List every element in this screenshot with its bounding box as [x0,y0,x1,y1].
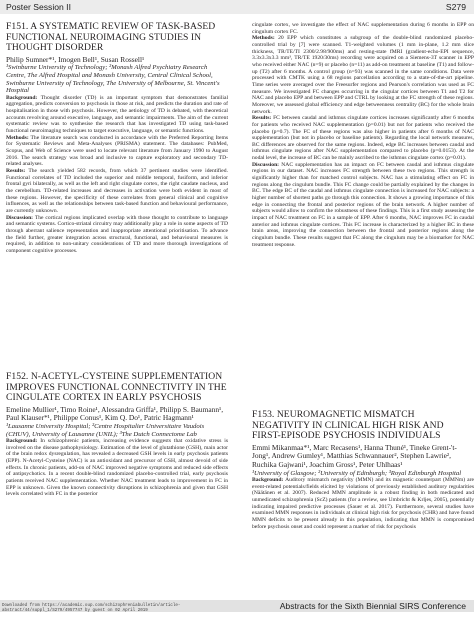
abstract-body [6,95,228,255]
running-header [0,0,474,14]
discussion-text: NAC supplementation has an impact on FC between caudal and isthmus cingulate regions in our dataset. NAC increases FC strength between these two regions. This strength is significantly higher than for matched control subjects. NAC has a stimulating effect on FC in regions along the cingulum bundle. This FC change could be partially explained by the changes in BC. The edge BC of the caudal and isthmus cingulate connection is increased for NAC subjects: a higher number of shortest paths go through this connection. It shows a growing importance of this edge in connecting the frontal and posterior regions of the brain network. A higher number of subjects would allow to confirm the robustness of these findings. This is a first study assessing the impact of NAC treatment on FC in a sample of EPP. After 6 months, NAC improves FC in caudal anterior and isthmus cingulate cortices. This FC increase is characterized by a higher BC in these brain areas, improving the connection between the frontal and posterior regions along the cingulum bundle. These results suggest that FC along the cingulum may be a biomarker for NAC treatment response. [252,161,474,248]
continuation-text: cingulate cortex, we investigate the effect of NAC supplementation during 6 months in EPP on cingulum cortex FC. [252,22,474,35]
abstract-title: F152. N-ACETYL-CYSTEINE SUPPLEMENTATION IMPROVES FUNCTIONAL CONNECTIVITY IN THE CINGULATE CORTEX IN EARLY PSYCHOSIS [6,371,227,404]
abstract-body [252,477,474,530]
abstract-authors: Philip Sumner*¹, Imogen Bell¹, Susan Rossell¹ [6,54,145,64]
section-label: Methods: [6,134,29,141]
section-label: Methods: [252,35,275,42]
results-text: The search yielded 582 records, from which 37 pertinent studies were identified. Functional correlates of TD included the superior and middle temporal, fusiform, and inferior frontal gyri bilaterally, as well as the left and right cingulate cortex, the right caudate nucleus, and the cerebellum. TD-related increases and decreases in activation were both evident in most of these regions. However, the specificity of these correlates from general clinical and cognitive influences, as well as the relationships between task-based function and behavioural performance, are currently unknown. [6,167,228,214]
conference-name: Abstracts for the Sixth Biennial SIRS Conference [279,601,466,611]
background-text: Thought disorder (TD) is an important symptom that demonstrates familial aggregation, predicts conversion to psychosis in those at risk, and predicts the duration and rate of hospitalisation in those with psychosis. However, the aetiology of TD is debated, with theoretical accounts revolving around executive, language, and semantic impairments. The aim of the current systematic review was to synthesise the research that has investigated TD using task-based functional neuroimaging techniques to target executive, language, or semantic functions. [6,94,228,135]
session-label: Poster Session II [6,2,71,12]
abstract-f153 [252,410,474,530]
page-number: S279 [445,2,466,12]
abstract-f152 [6,372,228,498]
abstract-title: F151. A SYSTEMATIC REVIEW OF TASK-BASED FUNCTIONAL NEUROIMAGING STUDIES IN THOUGHT DISORDER [6,21,216,54]
section-label: Background: [6,94,38,101]
abstract-body [252,22,474,248]
abstract-body [6,438,228,498]
abstract-f151 [6,22,228,255]
background-text: Auditory mismatch negativity (MMN) and its magnetic counterpart (MMNm) are event-related potentials/fields elicited by violations of previously established auditory regularities (Näätänen et al. 2007). Reduced MMN amplitude is a robust finding in both medicated and unmedicated schizophrenia (ScZ) patients (for a review, see Umbricht & Krljes, 2005), potentially indicating impaired predictive processes (Sauer et al. 2017). Furthermore, several studies have examined MMN responses in individuals at clinical high risk for psychosis (CHR) and have found MMN deficits to be present already in this population, indicating that MMN is compromised before psychosis onset and could represent a marker of risk for psychosis [252,477,474,530]
section-label: Background: [252,477,284,484]
methods-text: 20 EPP which constitutes a subgroup of the double-blind randomized placebo-controlled trial by [7] were scanned. T1-weighted volumes (1 mm in-plane, 1.2 mm slice thickness, TR/TE/TI 2300/2.98/900ms) and resting-state fMRI (gradient-echo-EPI sequence, 3.3x3.3x3.3 mm³, TR/TE 1920/30ms) recording were acquired on a Siemens-3T scanner in EPP who received either NAC (n=9) or placebo (n=11) as add-on treatment at baseline (T1) and follow-up (T2) after 6 months. A control group (n=93) was scanned in the same conditions. Data were processed with CMTK using a 68 regions parcellation according to a state-of-the-art pipeline. Time series were averaged over the Freesurfer regions and Pearson's correlation was used as FC measure. We investigated FC changes occurring in the cingular cortices between T1 and T2 for NAC and placebo EPP and between EPP and CTRL by looking at the FC strength of these regions. Moreover, we assessed global efficiency and edge betweenness centrality (BC) for the whole brain network. [252,35,474,115]
abstract-authors: Emeline Mullier¹, Timo Roine¹, Alessandra Griffa¹, Philipp S. Baumann¹, Paul Klauser*¹, Philippe Conus¹, Kim Q. Do¹, Patric Hagmann¹ [6,404,224,423]
abstract-f152-continued [252,22,474,248]
section-label: Discussion: [6,214,34,221]
section-label: Background: [6,438,38,445]
download-note: Downloaded from https://academic.oup.com/schizophreniabulletin/article-abstract/44/suppl_1/S279/4957747 by guest on 02 April 2019 [2,604,181,613]
abstract-affiliation: ¹Swinburne University of Technology; ²Monash Alfred Psychiatry Research Centre, The Alfred Hospital and Monash University, Central Clinical School, Swinburne University of Technology, The University of Melbourne, St. Vincent's Hospital [6,64,220,95]
background-text: In schizophrenic patients, increasing evidence suggests that oxidative stress is involved on the disease pathophysiology. Estimation of the level of glutathione (GSH), main actor of the brain redox dysregulation, has revealed a decreased GSH levels in early psychosis patients (EPP). N-Acetyl-Cysteine (NAC) is an antioxidant and precursor of GSH, almost devoid of side effects. In chronic patients, add-on of NAC improved negative symptoms and reduced side effects of antipsychotics. In a recent double-blind randomized placebo-controlled trial, early psychosis patients received NAC supplementation. Whether NAC treatment leads to improvement in FC in EPP is unknown. Given the known connectivity disruptions in schizophrenia and given that GSH levels correlated with FC in the posterior [6,438,228,498]
abstract-affiliation: ¹University of Glasgow; ²University of Edinburgh; ³Royal Edinburgh Hospital [252,469,462,477]
results-text: FC between caudal and isthmus cingulate cortices increases significantly after 6 months for patients who received NAC supplementation (p=0.01) but not for patients who received the placebo (p=0.7). The FC of these regions was also higher in patients after 6 months of NAC supplementation (but not in placebo or baseline patients). Regarding the local network measures, BC differences are observed for the same regions. Indeed, edge BC increases between caudal and isthmus cingulate regions after NAC supplementation compared to placebo (p=0.0153). At the nodal level, the increase of BC can be mainly ascribed to the isthmus cingulate cortex (p=0.01). [252,115,474,162]
section-label: Results: [252,115,272,122]
discussion-text: The cortical regions implicated overlap with those thought to contribute to language and semantic systems. Cortico-striatal circuitry may additionally play a role in some aspects of TD through aberrant salience representation and inappropriate attentional prioritisation. To advance the field further, greater integration across structural, functional, and behavioural measures is required, in addition to non-unitary considerations of TD and more thorough investigations of component cognitive processes. [6,214,228,254]
abstract-authors: Emmi Mikanmaa*¹, Marc Recasens¹, Hanna Thuné¹, Tineke Grent-'t-Jong¹, Andrew Gumley¹, Matthias Schwannauer², Stephen Lawrie², Ruchika Gajwani¹, Joachim Gross¹, Peter Uhlhaas¹ [252,442,457,469]
section-label: Results: [6,167,26,174]
section-label: Discussion: [252,161,280,168]
abstract-affiliation: ¹Lausanne University Hospital; ²Centre Hospitalier Universitaire Vaudois (CHUV), University of Lausanne (UNIL); ³The Dutch Connectome Lab [6,422,205,438]
abstract-title: F153. NEUROMAGNETIC MISMATCH NEGATIVITY IN CLINICAL HIGH RISK AND FIRST-EPISODE PSYCHOSIS INDIVIDUALS [252,409,444,442]
methods-text: The literature search was conducted in accordance with the Preferred Reporting Items for Systematic Reviews and Meta-Analyses (PRISMA) statement. The databases: PubMed, Scopus, and Web of Science were used to locate relevant literature from January 1990 to August 2016. The search strategy was broad and inclusive to capture exploratory and secondary TD-related analyses. [6,134,228,168]
